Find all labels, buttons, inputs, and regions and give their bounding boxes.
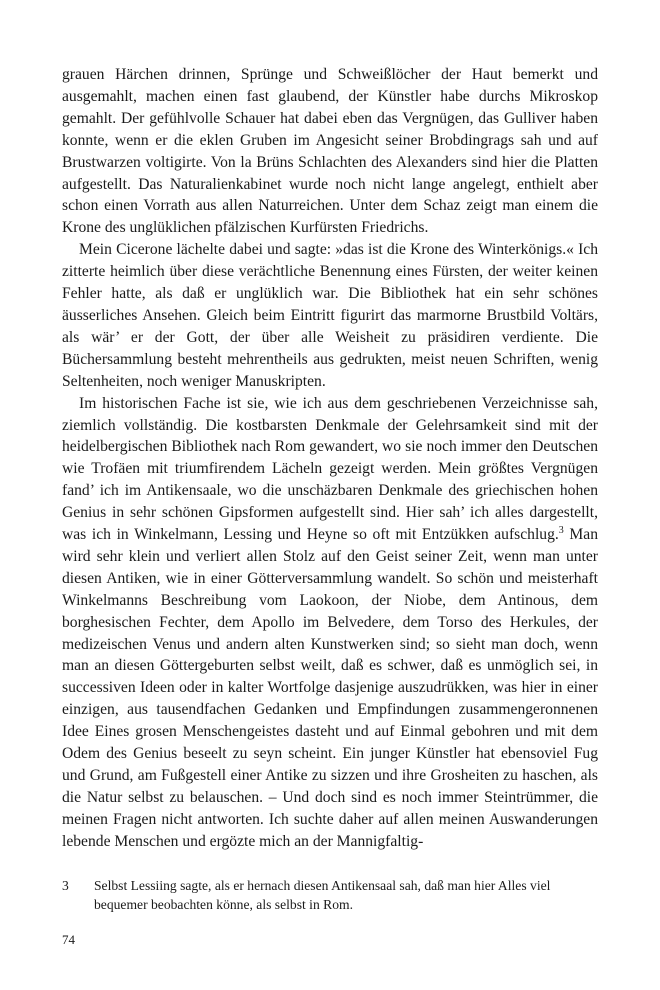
footnote xyxy=(62,876,598,914)
footnote-number: 3 xyxy=(62,878,69,893)
paragraph-3-part-1: Im historischen Fache ist sie, wie ich aus dem geschriebenen Verzeichnisse sah, ziemlich vollständig. Die kostbarsten Denkmale der Gelehrsamkeit sind mit der heidelbergischen Bibliothek nach Rom gewandert, wo sie noch immer den Deutschen wie Trofäen mit triumfirendem Lächeln gezeigt werden. Mein größtes Vergnügen fand’ ich im Antikensaale, wo die unschäzbaren Denkmale des griechischen hohen Genius in sehr schönen Gipsformen aufgestellt sind. Hier sah’ ich alles dargestellt, was ich in Winkelmann, Lessing und Heyne so oft mit Entzükken aufschlug. xyxy=(62,394,598,544)
paragraph-3 xyxy=(62,393,598,853)
footnote-text: Selbst Lessiing sagte, als er hernach diesen Antikensaal sah, daß man hier Alles viel bequemer beobachten könne, als selbst in Rom. xyxy=(94,878,551,912)
main-text xyxy=(62,64,598,853)
footnote-reference: 3 xyxy=(558,524,564,536)
page-number: 74 xyxy=(62,932,75,947)
paragraph-3-part-2: Man wird sehr klein und verliert allen Stolz auf den Geist seiner Zeit, wenn man unter diesen Antiken, wie in einer Götterversammlung wandelt. So schön und meisterhaft Winkelmanns Beschreibung vom Laokoon, der Niobe, dem Antinous, dem borghesischen Fechter, dem Apollo im Belvedere, dem Torso des Herkules, der medizeischen Venus und andern alten Kunstwerken sind; so sieht man doch, wenn man an diesen Göttergeburten selbst weilt, daß es schwer, daß es unmöglich sei, in successiven Ideen oder in kalter Wortfolge dasjenige auszudrükken, was hier in einer einzigen, aus tausendfachen Gedanken und Empfindungen zusammengeronnenen Idee Eines grosen Menschengeistes dasteht und auf Einmal gebohren und mit dem Odem des Genius beseelt zu seyn scheint. Ein junger Künstler hat ebensoviel Fug und Grund, am Fußgestell einer Antike zu sizzen und ihre Grosheiten zu haschen, als die Natur selbst zu belauschen. – Und doch sind es noch immer Steintrümmer, die meinen Fragen nicht antworten. Ich suchte daher auf allen meinen Auswanderungen lebende Menschen und ergözte mich an der Mannigfaltig- xyxy=(62,526,599,850)
paragraph-1: grauen Härchen drinnen, Sprünge und Schweißlöcher der Haut bemerkt und ausgemahlt, machen einen fast glaubend, der Künstler habe durchs Mikroskop gemahlt. Der gefühlvolle Schauer hat dabei eben das Vergnügen, das Gulliver haben konnte, wenn er die eklen Gruben im Angesicht seiner Brobdingrags sah und auf Brustwarzen voltigirte. Von la Brüns Schlachten des Alexanders sind hier die Platten aufgestellt. Das Naturalienkabinet wurde noch nicht lange angelegt, enthielt aber schon einen Vorrath aus allen Naturreichen. Unter dem Schaz zeigt man einem die Krone des unglüklichen pfälzischen Kurfürsten Friedrichs. xyxy=(62,66,598,237)
paragraph-2: Mein Cicerone lächelte dabei und sagte: »das ist die Krone des Winterkönigs.« Ich zitterte heimlich über diese verächtliche Benennung eines Fürsten, der weiter keinen Fehler hatte, als daß er unglüklich war. Die Bibliothek hat ein sehr schönes äusserliches Ansehen. Gleich beim Eintritt figurirt das marmorne Brustbild Voltärs, als wär’ er der Gott, der über alle Weisheit zu präsidiren verdiente. Die Büchersammlung besteht mehrentheils aus gedrukten, meist neuen Schriften, wenig Seltenheiten, noch weniger Manuskripten. xyxy=(62,241,598,390)
